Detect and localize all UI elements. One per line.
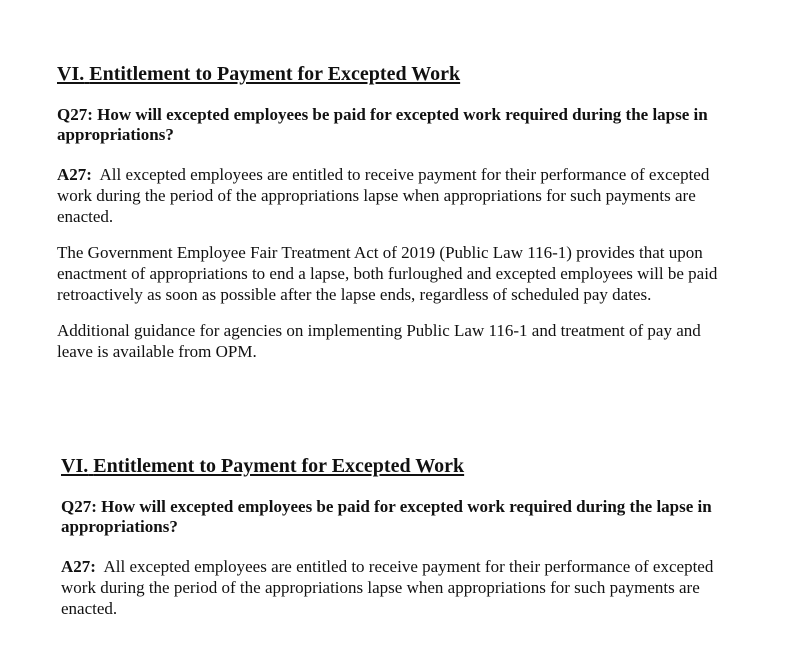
section-heading <box>57 62 737 86</box>
paragraph-opm-guidance: Additional guidance for agencies on implementing Public Law 116-1 and treatment of pay and leave is available from OPM. <box>57 321 701 361</box>
answer <box>57 164 737 227</box>
section-title: Entitlement to Payment for Excepted Work <box>89 63 461 85</box>
section-title: Entitlement to Payment for Excepted Work <box>93 455 465 477</box>
section-number: VI. <box>57 63 85 85</box>
question-text: How will excepted employees be paid for excepted work required during the lapse in appropriations? <box>57 105 708 144</box>
question-label: Q27: <box>57 105 93 124</box>
question-label: Q27: <box>61 497 97 516</box>
answer <box>61 556 741 619</box>
answer-label: A27: <box>57 165 92 184</box>
question-text: How will excepted employees be paid for excepted work required during the lapse in appropriations? <box>61 497 712 536</box>
question <box>61 497 741 537</box>
document-section-1 <box>57 62 737 362</box>
answer-label: A27: <box>61 557 96 576</box>
paragraph-public-law: The Government Employee Fair Treatment Act of 2019 (Public Law 116-1) provides that upon enactment of appropriations to end a lapse, both furloughed and excepted employees will be paid retroactively as soon as possible after the lapse ends, regardless of scheduled pay dates. <box>57 243 718 304</box>
section-heading <box>61 454 741 478</box>
document-section-2 <box>61 454 741 619</box>
section-number: VI. <box>61 455 89 477</box>
answer-text: All excepted employees are entitled to receive payment for their performance of excepted work during the period of the appropriations lapse when appropriations for such payments are enacted. <box>57 165 710 226</box>
question <box>57 105 737 145</box>
answer-text: All excepted employees are entitled to receive payment for their performance of excepted work during the period of the appropriations lapse when appropriations for such payments are enacted. <box>61 557 714 618</box>
